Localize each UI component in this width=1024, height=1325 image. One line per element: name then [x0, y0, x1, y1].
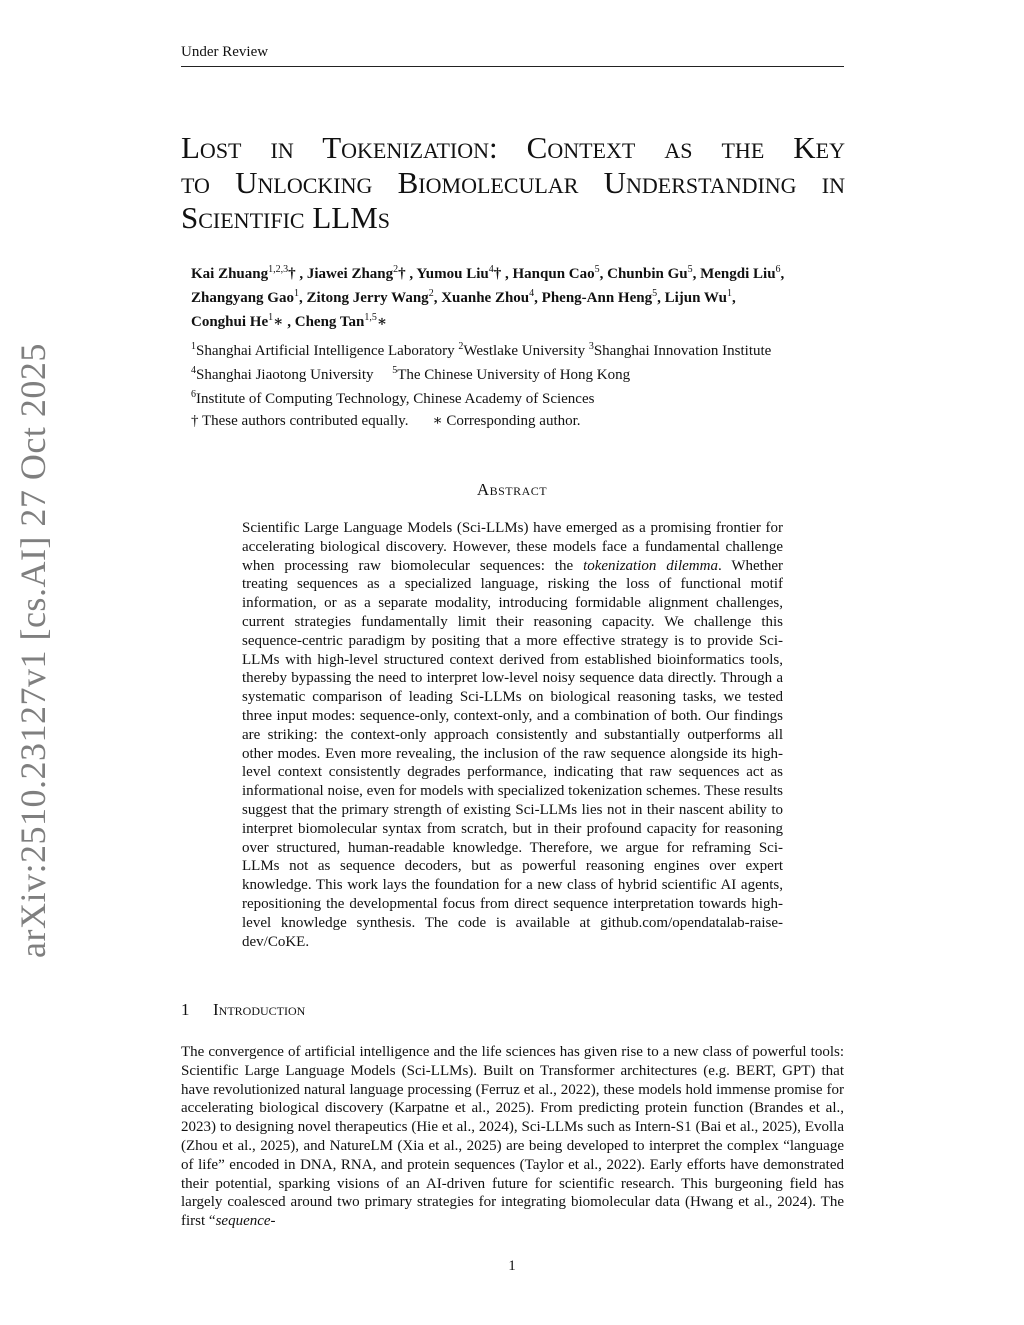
- section-heading-introduction: [181, 1000, 305, 1020]
- affiliation-mark: 6: [191, 389, 196, 400]
- equal-contribution-mark: †: [398, 266, 406, 282]
- affiliation-mark: 5: [392, 365, 398, 376]
- author-affiliation-marks: 1,5: [364, 312, 377, 323]
- author-affiliation-marks: 2: [428, 288, 434, 299]
- introduction-paragraph: The convergence of artificial intelligence and the life sciences has given rise to a new class of powerful tools: Scientific Large Language Models (Sci-LLMs). Built on Transformer architectures (e.g. BERT, GPT) that have revolutionized natural language processing (Ferruz et al., 2022), these models hold immense promise for accelerating biological discovery (Karpatne et al., 2025). From predicting protein function (Brandes et al., 2023) to designing novel therapeutics (Hie et al., 2024), Sci-LLMs such as Intern-S1 (Bai et al., 2025), Evolla (Zhou et al., 2025), and NatureLM (Xia et al., 2025) are being developed to interpret the complex “language of life” encoded in DNA, RNA, and protein sequences (Taylor et al., 2022). Early efforts have demonstrated their potential, sparking visions of an AI-driven future for scientific research. This burgeoning field has largely coalesced around two primary strategies for integrating biomolecular data (Hwang et al., 2024). The first “: [181, 1044, 844, 1230]
- introduction-emphasis: sequence-: [215, 1213, 276, 1230]
- author-name: Chunbin Gu: [607, 266, 688, 282]
- author-affiliation-marks: 1: [727, 288, 732, 299]
- arxiv-identifier-stamp: arXiv:2510.23127v1 [cs.AI] 27 Oct 2025: [13, 343, 53, 958]
- header-rule: [181, 66, 844, 67]
- introduction-text: [181, 1043, 844, 1231]
- page-number: 1: [508, 1258, 516, 1274]
- author-name: Mengdi Liu: [700, 266, 776, 282]
- affiliation-mark: 3: [588, 341, 594, 352]
- author-name: Kai Zhuang: [191, 266, 269, 282]
- title-line-2: to Unlocking Biomolecular Understanding in: [181, 165, 845, 200]
- affiliation-text: Institute of Computing Technology, Chinese Academy of Sciences: [196, 391, 595, 407]
- author-list: [191, 260, 881, 332]
- abstract-text-part-2: . Whether treating sequences as a specialized language, risking the loss of functional motif information, or as a separate modality, introducing formidable alignment challenges, current strategies fundamentally limit their reasoning capacity. We challenge this sequence-centric paradigm by positing that a more effective strategy is to provide Sci-LLMs with high-level structured context derived from established bioinformatics tools, thereby bypassing the need to interpret low-level noisy sequence data directly. Through a systematic comparison of leading Sci-LLMs on biological reasoning tasks, we tested three input modes: sequence-only, context-only, and a combination of both. Our findings are striking: the context-only approach consistently and substantially outperforms all other modes. Even more revealing, the inclusion of the raw sequence alongside its high-level context consistently degrades performance, indicating that raw sequences act as informational noise, even for models with specialized tokenization schemes. These results suggest that the primary strength of existing Sci-LLMs lies not in their nascent ability to interpret biomolecular syntax from scratch, but in their profound capacity for reasoning over structured, human-readable knowledge. Therefore, we argue for reframing Sci-LLMs not as sequence decoders, but as powerful reasoning engines over expert knowledge. This work lays the foundation for a new class of hybrid scientific AI agents, repositioning the developmental focus from direct sequence interpretation towards high-level knowledge synthesis. The code is available at github.com/opendatalab-raise-dev/CoKE.: [242, 557, 783, 950]
- paper-title: [181, 130, 845, 235]
- affiliation-text: Shanghai Artificial Intelligence Laboratory: [196, 343, 455, 359]
- affiliation-mark: 4: [191, 365, 196, 376]
- author-affiliation-marks: 4: [529, 288, 535, 299]
- abstract-text: [242, 519, 783, 951]
- author-affiliation-marks: 5: [687, 264, 693, 275]
- corresponding-author-note: ∗ Corresponding author.: [432, 413, 581, 429]
- header-label: Under Review: [181, 44, 269, 60]
- affiliation-text: Westlake University: [463, 343, 586, 359]
- affiliation-line-1: [191, 337, 881, 361]
- affiliation-line-3: [191, 385, 881, 409]
- author-affiliation-marks: 5: [652, 288, 658, 299]
- author-name: Jiawei Zhang: [306, 266, 394, 282]
- equal-contribution-mark: †: [493, 266, 502, 282]
- corresponding-mark: ∗: [273, 314, 284, 330]
- author-line-1: Kai Zhuang$^{1,2,3}$† , Jiawei Zhang$^2$† , Yumou Liu$^4$† , Hanqun Cao$^5$, Chunbin Gu$^5$, Mengdi Liu$^6$,: [191, 264, 785, 282]
- author-notes: [191, 411, 581, 430]
- author-name: Pheng-Ann Heng: [541, 290, 653, 306]
- author-affiliation-marks: 4: [488, 264, 494, 275]
- abstract-emphasis: tokenization dilemma: [583, 557, 718, 574]
- affiliation-text: Shanghai Innovation Institute: [593, 343, 772, 359]
- author-affiliation-marks: 2: [393, 264, 399, 275]
- abstract-heading: Abstract: [476, 480, 548, 499]
- equal-contribution-note: † These authors contributed equally.: [191, 413, 409, 429]
- author-affiliation-marks: 6: [775, 264, 781, 275]
- affiliation-text: The Chinese University of Hong Kong: [397, 367, 631, 383]
- affiliation-line-2: [191, 361, 881, 385]
- author-affiliation-marks: 1: [268, 312, 274, 323]
- author-name: Hanqun Cao: [512, 266, 595, 282]
- author-affiliation-marks: 5: [594, 264, 600, 275]
- author-name: Cheng Tan: [294, 314, 365, 330]
- author-name: Conghui He: [191, 314, 269, 330]
- author-affiliation-marks: 1,2,3: [268, 264, 289, 275]
- title-line-1: Lost in Tokenization: Context as the Key: [181, 130, 845, 165]
- affiliation-mark: 1: [191, 341, 196, 352]
- author-affiliation-marks: 1: [293, 288, 299, 299]
- affiliation-text: Shanghai Jiaotong University: [196, 367, 374, 383]
- author-name: Zitong Jerry Wang: [306, 290, 429, 306]
- author-name: Lijun Wu: [664, 290, 727, 306]
- corresponding-mark: ∗: [376, 314, 388, 330]
- author-name: Zhangyang Gao: [191, 290, 294, 306]
- title-line-3: Scientific LLMs: [181, 200, 390, 235]
- affiliation-mark: 2: [458, 341, 464, 352]
- affiliation-list: [191, 337, 881, 409]
- author-name: Xuanhe Zhou: [441, 290, 530, 306]
- author-line-3: Conghui He$^1$∗ , Cheng Tan$^{1,5}$∗: [191, 312, 388, 330]
- author-name: Yumou Liu: [416, 266, 489, 282]
- author-line-2: Zhangyang Gao$^1$, Zitong Jerry Wang$^2$, Xuanhe Zhou$^4$, Pheng-Ann Heng$^5$, Lijun Wu$^1$,: [191, 288, 736, 306]
- section-number: 1: [181, 1000, 190, 1019]
- section-title: Introduction: [213, 1000, 306, 1019]
- abstract-text-part-1: Scientific Large Language Models (Sci-LLMs) have emerged as a promising frontier for accelerating biological discovery. However, these models face a fundamental challenge when processing raw biomolecular sequences: the: [242, 520, 783, 574]
- equal-contribution-mark: †: [288, 266, 296, 282]
